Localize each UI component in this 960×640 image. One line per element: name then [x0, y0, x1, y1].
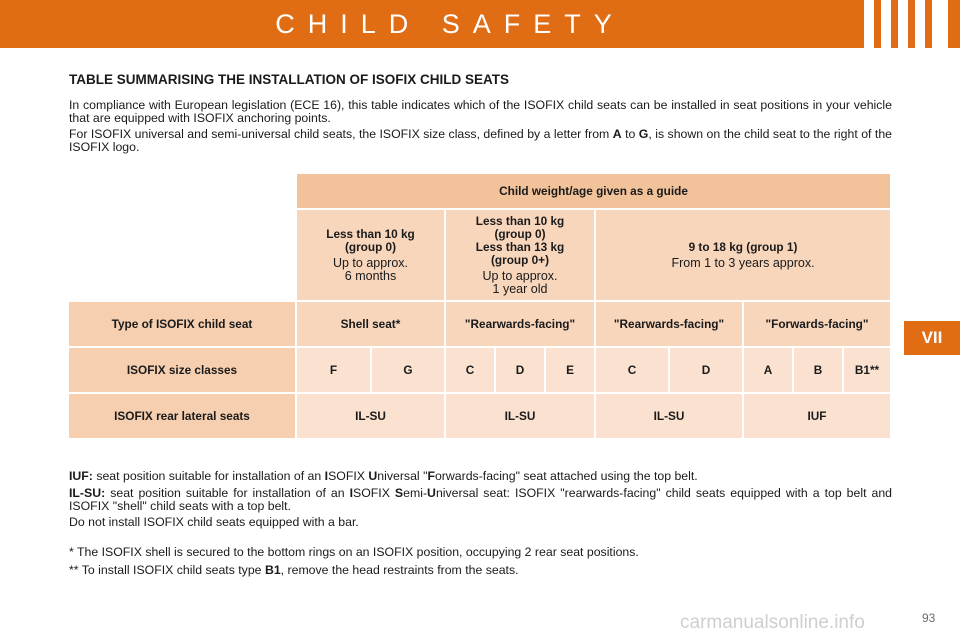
footnote-text: emi- [403, 486, 428, 500]
footnote-text: niversal " [377, 469, 428, 483]
intro-paragraph [69, 128, 892, 154]
watermark: carmanualsonline.info [680, 612, 865, 633]
row-label-text: ISOFIX size classes [126, 362, 238, 377]
weight-group-age [482, 270, 557, 296]
rear-lateral-text: IL-SU [653, 408, 685, 423]
size-class-text: B1** [854, 362, 880, 377]
seat-type-cell [596, 302, 742, 346]
section-title: TABLE SUMMARISING THE INSTALLATION OF ISOFIX CHILD SEATS [69, 72, 509, 87]
size-class-text: F [329, 362, 338, 377]
header-stripe [932, 0, 948, 48]
footnote-key-letter: U [368, 469, 378, 483]
size-class-to: G [638, 127, 649, 141]
size-class-cell [297, 348, 370, 392]
seat-type-cell [446, 302, 594, 346]
chapter-title: CHILD SAFETY [275, 9, 625, 39]
chapter-header [0, 0, 960, 48]
weight-group-line: 9 to 18 kg (group 1) [688, 239, 798, 254]
footnote-seat-type: B1 [264, 563, 281, 577]
size-class-text: G [403, 362, 413, 377]
intro-text: to [621, 127, 639, 141]
intro-text: , is shown on the child seat to the right of the ISOFIX logo. [69, 127, 892, 154]
size-class-text: E [566, 362, 574, 377]
row-label-size-class [69, 348, 295, 392]
weight-group-cell [297, 210, 444, 300]
footnote-text: SOFIX [328, 469, 369, 483]
size-class-cell [496, 348, 544, 392]
weight-group-age-line: Up to approx. [332, 255, 409, 270]
weight-group-line: (group 0) [344, 239, 397, 254]
row-label-rear-lateral [69, 394, 295, 438]
size-class-cell [744, 348, 792, 392]
footnote-key-letter: I [324, 469, 329, 483]
seat-type-text: "Rearwards-facing" [464, 316, 576, 331]
rear-lateral-cell [446, 394, 594, 438]
footnote-text: seat position suitable for installation of an [105, 486, 350, 500]
size-class-cell [546, 348, 594, 392]
weight-group-age [671, 257, 814, 270]
size-class-text: D [515, 362, 525, 377]
size-class-cell [794, 348, 842, 392]
rear-lateral-text: IUF [807, 408, 827, 423]
footnote-do-not-install: Do not install ISOFIX child seats equipped with a bar. [69, 515, 359, 529]
weight-age-header [297, 174, 890, 208]
row-label-seat-type [69, 302, 295, 346]
weight-group-line: (group 0+) [491, 252, 549, 267]
footnote-text: orwards-facing" seat attached using the top belt. [434, 469, 698, 483]
seat-type-text: "Rearwards-facing" [613, 316, 725, 331]
rear-lateral-text: IL-SU [355, 408, 386, 423]
rear-lateral-cell [744, 394, 890, 438]
header-stripe [915, 0, 925, 48]
weight-group-line: Less than 10 kg [326, 226, 415, 241]
seat-type-text: "Forwards-facing" [765, 316, 869, 331]
header-stripe [864, 0, 874, 48]
intro-paragraph: In compliance with European legislation (ECE 16), this table indicates which of the ISOFIX child seats can be installed in seat positions in your vehicle that are equipped with ISOFIX anchoring points. [69, 98, 892, 125]
weight-group-cell [596, 210, 890, 300]
footnote-key-letter: U [427, 486, 436, 500]
header-stripe [898, 0, 908, 48]
size-class-cell [446, 348, 494, 392]
footnote-key-letter: I [349, 486, 354, 500]
weight-group-line: (group 0) [494, 226, 546, 241]
footnote-text: , remove the head restraints from the seats. [280, 563, 519, 577]
rear-lateral-cell [297, 394, 444, 438]
size-class-cell [844, 348, 890, 392]
header-stripe [881, 0, 891, 48]
page-number: 93 [922, 611, 936, 625]
size-class-text: B [813, 362, 823, 377]
footnote-term: IL-SU: [69, 486, 106, 500]
size-class-text: C [627, 362, 637, 377]
weight-age-header-text: Child weight/age given as a guide [499, 183, 688, 198]
row-label-text: Type of ISOFIX child seat [111, 316, 253, 331]
size-class-cell [596, 348, 668, 392]
rear-lateral-text: IL-SU [504, 408, 536, 423]
footnote-iuf [69, 470, 892, 483]
footnote-text: seat position suitable for installation of an [92, 469, 325, 483]
weight-group-age-line: Up to approx. [482, 268, 558, 283]
weight-group-line: Less than 13 kg [475, 239, 565, 254]
footnote-text: ** To install ISOFIX child seats type [69, 563, 265, 577]
footnote-text: SOFIX [353, 486, 395, 500]
footnote-key-letter: S [394, 486, 404, 500]
footnote-term: IUF: [69, 469, 93, 483]
seat-type-text: Shell seat* [340, 316, 401, 331]
header-stripes-decoration [864, 0, 948, 48]
row-label-text: ISOFIX rear lateral seats [114, 408, 250, 423]
size-class-text: C [465, 362, 475, 377]
footnote-double-star [69, 564, 892, 577]
intro-text: For ISOFIX universal and semi-universal child seats, the ISOFIX size class, defined by a letter from [69, 127, 613, 141]
size-class-text: A [763, 362, 773, 377]
weight-group-age-line: From 1 to 3 years approx. [671, 255, 815, 270]
seat-type-cell [297, 302, 444, 346]
weight-group-age [333, 257, 408, 283]
footnote-ilsu [69, 487, 892, 513]
weight-group-cell [446, 210, 594, 300]
weight-group-age-line: 1 year old [492, 281, 548, 296]
footnote-key-letter: F [427, 469, 435, 483]
weight-group-line: Less than 10 kg [475, 213, 565, 228]
size-class-text: D [701, 362, 711, 377]
footnote-text: niversal seat: ISOFIX "rearwards-facing" child seats equipped with a top belt and ISOFIX "shell" child seats with a top belt. [69, 486, 892, 513]
chapter-tab: VII [904, 321, 960, 355]
size-class-from: A [612, 127, 622, 141]
weight-group-age-line: 6 months [344, 268, 397, 283]
rear-lateral-cell [596, 394, 742, 438]
size-class-cell [670, 348, 742, 392]
seat-type-cell [744, 302, 890, 346]
size-class-cell [372, 348, 444, 392]
footnote-single-star: * The ISOFIX shell is secured to the bottom rings on an ISOFIX position, occupying 2 rear seat positions. [69, 545, 639, 559]
